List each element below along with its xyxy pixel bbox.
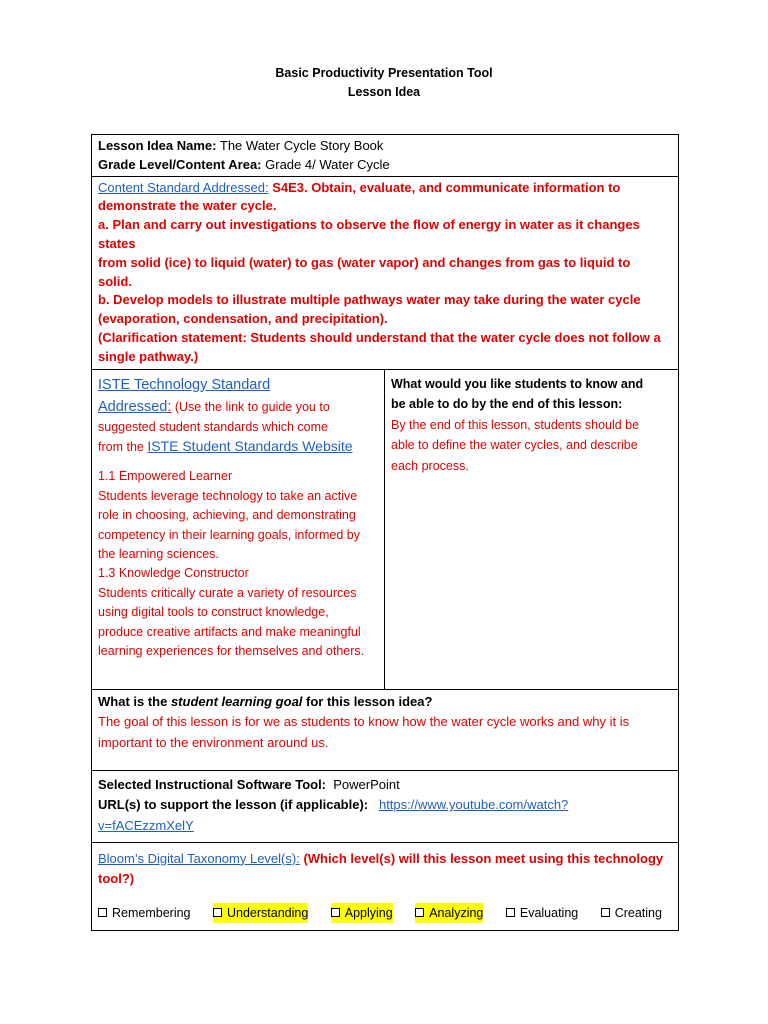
iste-standard-line: Students critically curate a variety of resources bbox=[98, 585, 357, 600]
iste-cell bbox=[92, 370, 385, 689]
blooms-level-analyzing[interactable] bbox=[415, 903, 483, 923]
grade-label: Grade Level/Content Area: bbox=[98, 156, 262, 172]
goal-answer-line: The goal of this lesson is for we as students to know how the water cycle works and why it is bbox=[98, 714, 630, 730]
iste-instruction-3: from the bbox=[98, 439, 148, 454]
checkbox-icon bbox=[331, 908, 340, 917]
software-tool-line bbox=[98, 775, 672, 796]
checkbox-icon bbox=[213, 908, 222, 917]
iste-standard-line: role in choosing, achieving, and demonstrating bbox=[98, 508, 356, 523]
iste-instruction-line3 bbox=[98, 437, 378, 457]
blooms-level-label: Remembering bbox=[112, 905, 191, 920]
iste-standard-line: the learning sciences. bbox=[98, 547, 219, 561]
iste-standards-link[interactable]: ISTE Student Standards Website bbox=[147, 437, 353, 454]
content-standard-label: Content Standard Addressed: bbox=[98, 179, 269, 195]
content-standard-line: from solid (ice) to liquid (water) to gas (water vapor) and changes from gas to liquid to bbox=[98, 254, 631, 270]
blooms-level-evaluating[interactable] bbox=[506, 903, 578, 923]
content-standard-line: demonstrate the water cycle. bbox=[98, 198, 277, 214]
content-standard-line: single pathway.) bbox=[98, 348, 199, 364]
goal-question-em: student learning goal bbox=[170, 693, 303, 709]
blooms-level-label: Creating bbox=[614, 905, 662, 920]
blooms-level-label: Understanding bbox=[226, 905, 309, 920]
knowdo-question-1: What would you like students to know and bbox=[391, 376, 644, 391]
software-url-line bbox=[98, 795, 672, 816]
iste-instruction-1: (Use the link to guide you to bbox=[171, 399, 330, 414]
iste-standard-line: competency in their learning goals, informed by bbox=[98, 527, 360, 542]
goal-question-pre: What is the bbox=[98, 693, 171, 709]
blooms-question-2: tool?) bbox=[98, 870, 135, 886]
content-standard-text: S4E3. Obtain, evaluate, and communicate information to bbox=[272, 179, 621, 195]
blooms-question-1: (Which level(s) will this lesson meet using this technology bbox=[299, 850, 664, 866]
knowdo-answer-line: able to define the water cycles, and describe bbox=[391, 438, 638, 453]
content-standard-line-0 bbox=[98, 179, 672, 198]
iste-standard-line: Students leverage technology to take an active bbox=[98, 488, 358, 503]
iste-standard-line: 1.1 Empowered Learner bbox=[98, 469, 233, 484]
software-tool-value: PowerPoint bbox=[333, 776, 400, 792]
lesson-table bbox=[91, 134, 679, 931]
iste-standard-line: learning experiences for themselves and others. bbox=[98, 644, 365, 659]
content-standard-line: states bbox=[98, 235, 136, 251]
document-title: Basic Productivity Presentation Tool bbox=[275, 66, 493, 80]
checkbox-icon bbox=[98, 908, 107, 917]
iste-standard-line: produce creative artifacts and make meaningful bbox=[98, 624, 361, 639]
iste-instruction-2: suggested student standards which come bbox=[98, 419, 328, 434]
content-standard-line: (evaporation, condensation, and precipitation). bbox=[98, 311, 388, 327]
blooms-level-label: Applying bbox=[344, 905, 393, 920]
software-url-link-2[interactable]: v=fACEzzmXelY bbox=[98, 817, 194, 833]
iste-heading bbox=[98, 374, 378, 396]
blooms-level-label: Evaluating bbox=[519, 905, 579, 920]
software-row bbox=[92, 771, 678, 843]
checkbox-icon bbox=[415, 908, 424, 917]
blooms-level-label: Analyzing bbox=[429, 905, 484, 920]
goal-question bbox=[98, 692, 672, 713]
knowdo-answer-line: By the end of this lesson, students should be bbox=[391, 417, 640, 432]
iste-knowdo-row bbox=[92, 370, 678, 690]
blooms-level-applying[interactable] bbox=[331, 903, 393, 923]
lesson-info-row bbox=[92, 135, 678, 177]
lesson-name-value: The Water Cycle Story Book bbox=[219, 138, 384, 153]
iste-standard-line: using digital tools to construct knowledge, bbox=[98, 605, 329, 620]
content-standard-line: a. Plan and carry out investigations to observe the flow of energy in water as it changes bbox=[98, 217, 640, 233]
lesson-name-label: Lesson Idea Name: bbox=[98, 138, 217, 153]
grade-value: Grade 4/ Water Cycle bbox=[265, 156, 390, 172]
knowdo-question-2: be able to do by the end of this lesson: bbox=[391, 397, 623, 412]
goal-question-post: for this lesson idea? bbox=[302, 693, 433, 709]
content-standard-line: (Clarification statement: Students should understand that the water cycle does not follow a bbox=[98, 329, 661, 345]
blooms-levels bbox=[98, 903, 672, 923]
iste-instruction-line1 bbox=[98, 396, 378, 418]
blooms-level-remembering[interactable] bbox=[98, 903, 191, 923]
software-tool-label: Selected Instructional Software Tool: bbox=[98, 776, 327, 792]
software-url-link-1[interactable]: https://www.youtube.com/watch? bbox=[378, 797, 569, 813]
content-standard-line: solid. bbox=[98, 273, 132, 289]
goal-answer-line: important to the environment around us. bbox=[98, 734, 329, 750]
blooms-level-creating[interactable] bbox=[601, 903, 662, 923]
content-standard-row bbox=[92, 177, 678, 370]
blooms-level-understanding[interactable] bbox=[213, 903, 308, 923]
document-header bbox=[0, 64, 768, 102]
checkbox-icon bbox=[506, 908, 515, 917]
checkbox-icon bbox=[601, 908, 610, 917]
blooms-row bbox=[92, 843, 678, 930]
iste-colon: : bbox=[167, 398, 172, 415]
lesson-name-line bbox=[98, 137, 672, 156]
knowdo-cell bbox=[385, 370, 678, 689]
content-standard-line: b. Develop models to illustrate multiple pathways water may take during the water cycle bbox=[98, 292, 641, 308]
grade-line bbox=[98, 156, 672, 175]
document-subtitle: Lesson Idea bbox=[347, 85, 421, 99]
iste-heading-line2: Addressed bbox=[98, 398, 168, 415]
blooms-label: Bloom’s Digital Taxonomy Level(s): bbox=[98, 850, 300, 866]
knowdo-answer-line: each process. bbox=[391, 458, 469, 473]
goal-row bbox=[92, 690, 678, 771]
iste-standard-line: 1.3 Knowledge Constructor bbox=[98, 566, 249, 581]
blooms-question-line1 bbox=[98, 849, 672, 869]
software-url-label: URL(s) to support the lesson (if applicable): bbox=[98, 797, 369, 813]
iste-heading-line1: ISTE Technology Standard bbox=[98, 376, 271, 393]
